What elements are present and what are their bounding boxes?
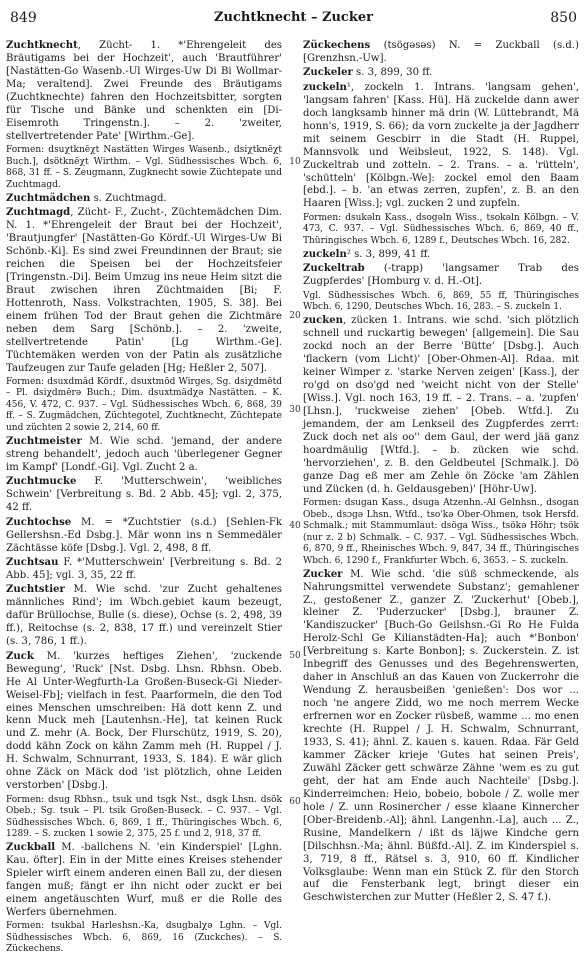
- dictionary-entry: [303, 569, 579, 906]
- entry-forms-note: Formen: dsukəln Kass., dsogəln Wiss., tsokəln Kölbgn. – V. 473, C. 937. – Vgl. Südhessisches Wbch. 6, 869, 40 ff., Thüringisches Wbch. 6, 1289 f., Deutsches Wbch. 16, 282.: [303, 212, 579, 246]
- line-number: 60: [289, 797, 301, 807]
- entry-body: M. Wie schd. 'jemand, der andere streng behandelt', jedoch auch 'überlegener Gegner im Kampf' [Londf.-Gi]. Vgl. Zucht 2 a.: [6, 435, 282, 473]
- entry-forms-note: Formen: dsugan Kass., dsuga Atzenhn.-Al Gelnhsn., dsogan Obeb., dsɔgə Lhsn. Wtfd., tso'kə Ober-Ohmen, tsok Hersfd. Schmalk.; mit Stammumlaut: dsöga Wiss., tsökə Höhr; tsök (nur z. 2 b) Schmalk. – C. 937. – Vgl. Südhessisches Wbch. 6, 870, 9 ff., Rheinisches Wbch. 9, 847, 34 ff., Thüringisches Wbch. 6, 1290 f., Frankfurter Wbch. 6, 3653. – S. zuckeln.: [303, 498, 579, 566]
- entry-body: s. 3, 899, 30 ff.: [352, 67, 433, 79]
- dictionary-entry: [303, 40, 579, 66]
- dictionary-entry: [6, 517, 282, 556]
- entry-body: ² s. 3, 899, 41 ff.: [346, 248, 431, 260]
- line-number: 50: [289, 651, 301, 661]
- right-column: [303, 40, 579, 907]
- page-number-left: 849: [10, 10, 37, 26]
- entry-headword: Zuchtmucke: [6, 476, 77, 488]
- entry-forms-note: Vgl. Südhessisches Wbch. 6, 869, 55 ff, Thüringisches Wbch. 6, 1290, Deutsches Wbch. 16, 283. – S. zuckeln 1.: [303, 290, 579, 313]
- entry-body: , zücken 1. Intrans. wie schd. 'sich plötzlich schnell und ruckartig bewegen' [allgemein]. Die Sau zockd noch an der Berre 'Bütte' [Dsbg.]. Auch 'flackern (vom Licht)' [Ober-Ohmen-Al]. Rdaa. mit keiner Wimper z. 'starke Nerven zeigen' [Kass.], der ro'gd on dso'gd ned 'weicht nicht von der Stelle' [Wiss.]. Vgl. noch 163, 19 ff. – 2. Trans. – a. 'zupfen' [Lhsn.], 'ruckweise ziehen' [Obeb. Wtfd.]. Zu jemandem, der am Lenkseil des Zugpferdes zerrt: Zuck doch net als oo'' dem Gaul, der werd jää ganz hoardmäulig [Wtfd.]. – b. zücken wie schd. 'hervorziehen', z. B. den Geldbeutel [Schmalk.]. Dö ganze Dag eß mer am Zehle ön Zöcke 'am Zählen und Zücken (d. h. Geldausgeben)' [Höhr-Uw].: [303, 315, 579, 495]
- entry-body: M. = *Zuchtstier (s.d.) [Sehlen-Fk Gellershsn.-Ed Dsbg.]. Mär wonn ins n Semmedäler Zächtässe köfe [Dsbg.]. Vgl. 2, 498, 8 ff.: [6, 516, 282, 554]
- entry-forms-note: Formen: tsukbal Harleshsn.-Ka, dsugbalχə Lghn. – Vgl. Südhessisches Wbch. 6, 869, 16 (Zuckches). – S. Zückechens.: [6, 921, 282, 955]
- entry-headword: Zuchtsau: [6, 557, 59, 569]
- entry-headword: Zuchtknecht: [6, 40, 78, 51]
- dictionary-entry: [303, 67, 579, 80]
- dictionary-entry: [6, 584, 282, 649]
- entry-body: M. -ballchens N. 'ein Kinderspiel' [Lghn. Kau. öfter]. Ein in der Mitte eines Kreises stehender Spieler wirft einem anderen einen Ball zu, der diesen fangen muß; fängt er ihn nicht oder zuckt er bei einem angetäuschten Wurf, muß er die Rolle des Werfers übernehmen.: [6, 842, 282, 918]
- entry-headword: Zuchtmädchen: [6, 192, 91, 204]
- dictionary-entry: [6, 842, 282, 920]
- left-column: [6, 40, 282, 957]
- page-number-right: 850: [550, 10, 577, 26]
- entry-body: M. Wie schd. 'die süß schmeckende, als Nahrungsmittel verwendete Substanz'; gemahlener Z., gestoßener Z., ganzer Z. 'Zuckerhut' [Obeb.], kleiner Z. 'Puderzucker' [Dsbg.], brauner Z. 'Kandiszucker' [Buch-Go Geilshsn.-Gi Ro He Fulda Herolz-Schl Ge Kilianstädten-Ha]; auch *'Bonbon' [Verbreitung s. Karte Bonbon]; s. Zuckerstein. Z. ist Inbegriff des Genusses und des Begehrenswerten, daher in Anschluß an das Kauen von Zuckerrohr die Wendung Z. herausbeißen 'genießen': Dos wor ... noch 'ne angere Zidd, wo me noch merrem Wecke erfrernen wor en Zocker rüsbeß, wamme ... mo enen krechte (H. Ruppel / J. H. Schwalm, Schnurrant, 1933, S. 41); ähnl. Z. kauen s. kauen. Rdaa. Fär Geld kammer Zäcker krieje 'Gutes hat seinen Preis', Zuwähl Zäcker gett schwärze Zähne 'wem es zu gut geht, der hat am Ende auch Nachteile' [Dsbg.]. Kinderreimchen: Heio, bobeio, bobole / Z. wolle mer hole / Z. unn Rosinercher / esse klaane Kinnercher [Ober-Breidenb.-Al]; ähnl. Langenhn.-La], auch ... Z., Rusine, Mandelkern / ißt ds läjwe Kindche gern [Dilschhsn.-Ma; ähnl. Büßfd.-Al]. Z. im Kinderspiel s. 3, 719, 8 ff., Rätsel s. 3, 910, 60 ff. Kindlicher Volksglaube: Wenn man ein Stück Z. für den Storch auf die Fensterbank legt, bringt dieser ein Geschwisterchen zur Mutter (Heßler 2, S. 47 f.).: [303, 568, 579, 904]
- line-number: 30: [289, 405, 301, 415]
- page-header: [0, 10, 587, 32]
- entry-body: M. Wie schd. 'zur Zucht gehaltenes männliches Rind'; im Wbch.gebiet kaum bezeugt, dafür Brüllochse, Bulle (s. diese), Ochse (s. 2, 498, 39 ff.), Reitochse (s. 2, 838, 17 ff.) und vereinzelt Stier (s. 3, 786, 1 ff.).: [6, 584, 282, 648]
- entry-headword: zucken: [303, 315, 343, 327]
- running-title: Zuchtknecht – Zucker: [214, 10, 373, 25]
- entry-headword: Zuchtochse: [6, 516, 72, 528]
- entry-body: ¹, zockeln 1. Intrans. 'langsam gehen', 'langsam fahren' [Kass. Hü]. Hä zuckelde dann awer doch langksamb hinner mä drin (W. Lüttebrandt, Mä honn's, 1919, S. 66); da vorn zuckelte ja der Jagdherr mit seinem Gescbirr in die Stadt (H. Ruppel, Mannsvolk und Weibsleut, 1922, S. 148). Vgl. Zuckeltrab und zotteln. – 2. Trans. – a. 'rütteln', 'schütteln' [Kölbgn.-We]: zockel emol den Baam [ebd.]. – b. 'an etwas zerren, zupfen', z. B. an den Haaren [Wiss.]; vgl. zucken 2 und zupfeln.: [303, 81, 579, 210]
- entry-body: s. Zuchtmagd.: [90, 192, 167, 204]
- entry-body: (-trapp) 'langsamer Trab des Zugpferdes' [Homburg v. d. H.-Ot].: [303, 263, 579, 288]
- entry-body: M. 'kurzes heftiges Ziehen', 'zuckende Bewegung', 'Ruck' [Nst. Dsbg. Lhsn. Rbhsn. Obeb. He Al Unter-Wegfurth-La Großen-Buseck-Gi Nieder-Weisel-Fb]; vielfach in fest. Paarformeln, die den Tod eines Menschen umschreiben: Hä dott kenn Z. und kenn Muck meh [Lautenhsn.-He], tat keinen Ruck und Z. mehr (A. Bock, Der Flurschütz, 1919, S. 20), dodd kähn Zock on kähn Zamm meh (H. Ruppel / J. H. Schwalm, Schnurrant, 1933, S. 184). E wär glich ohne Zäck on Mäck dod 'ist plötzlich, ohne Leiden verstorben' [Dsbg.].: [6, 650, 282, 792]
- entry-body: (tsögəsəs) N. = Zuckball (s.d.) [Grenzhsn.-Uw].: [303, 40, 579, 64]
- dictionary-entry: [303, 249, 579, 262]
- entry-headword: Zuchtstier: [6, 584, 65, 596]
- line-number: 40: [289, 521, 301, 531]
- dictionary-entry: [6, 557, 282, 583]
- dictionary-entry: [6, 207, 282, 375]
- dictionary-entry: [6, 476, 282, 515]
- dictionary-entry: [303, 315, 579, 496]
- line-number: 20: [289, 311, 301, 321]
- line-number: 10: [289, 157, 301, 167]
- entry-forms-note: Formen: dsuxdmād Kördf., dsuxtmōd Wirges, Sg. dsiχdmētd – Pl. dsiχdmērə Buch.; Dim. dsuxtmädχə Nastätten. – K. 456, V. 472, C. 937. – Vgl. Südhessisches Wbch. 6, 868, 39 ff. – S. Zugmädchen, Züchtegotel, Zuchtknecht, Züchtepate und züchten 2 sowie 2, 214, 60 ff.: [6, 376, 282, 433]
- dictionary-entry: [6, 651, 282, 793]
- entry-forms-note: Formen: dsug Rbhsn., tsuk und tsgk Nst., dsgk Lhsn. dsök Obeb.; Sg. tsuk – Pl. tsik Großen-Buseck. – C. 937. – Vgl. Südhessisches Wbch. 6, 869, 1 ff., Thüringisches Wbch. 6, 1289. – S. zucken 1 sowie 2, 375, 25 f. und 2, 918, 37 ff.: [6, 794, 282, 840]
- entry-forms-note: Formen: dsuχtknēχt Nastätten Wirges Wasenb., dsiχtknēχt Buch.], dsötknēχt Wirthm. – Vgl. Südhessisches Wbch. 6, 868, 31 ff. – S. Zeugmann, Zugknecht sowie Züchtepate und Zuchtmagd.: [6, 145, 282, 190]
- entry-body: F. 'Mutterschwein', 'weibliches Schwein' [Verbreitung s. Bd. 2 Abb. 45]; vgl. 2, 375, 42 ff.: [6, 476, 282, 514]
- entry-headword: Zucker: [303, 568, 343, 580]
- dictionary-entry: [6, 193, 282, 206]
- dictionary-entry: [6, 40, 282, 144]
- entry-headword: zuckeln: [303, 81, 347, 93]
- dictionary-entry: [6, 436, 282, 475]
- entry-headword: Zuchtmeister: [6, 435, 82, 447]
- dictionary-entry: [303, 263, 579, 289]
- entry-body: , Zücht- F., Zucht-, Züchtemädchen Dim. N. 1. *'Ehrengeleit der Braut bei der Hochzeit', 'Brautjungfer' [Nastätten-Go Kördf.-Ul Wirges-Uw Bi Schönb.-Ki]. Es sind zwei Freundinnen der Braut; sie reichen die Speisen bei der Hochzeitsfeier [Tringenstn.-Di]. Beim Umzug ins neue Heim sitzt die Braut zwischen ihren Züchtmaiden [Bi; F. Hottenroth, Nass. Volkstrachten, 1905, S. 38]. Bei einem frühen Tod der Braut gehen die Zichtmäre neben dem Sarg [Schönb.]. – 2. 'zweite, stellvertretende Patin' [Lg Wirthm.-Ge]. Tüchtemäken werden von der Patin als zusätzliche Taufzeugen zur Taufe geladen [Hg; Heßler 2, 507].: [6, 207, 282, 374]
- entry-headword: Zuckball: [6, 842, 56, 854]
- entry-headword: Zuckeler: [303, 67, 353, 79]
- entry-body: F. *'Mutterschwein' [Verbreitung s. Bd. 2 Abb. 45]; vgl. 3, 35, 22 ff.: [6, 557, 282, 581]
- entry-headword: Zuchtmagd: [6, 207, 71, 219]
- entry-headword: Zuck: [6, 650, 34, 662]
- entry-headword: Zuckeltrab: [303, 263, 365, 275]
- dictionary-entry: [303, 82, 579, 212]
- entry-headword: Zückechens: [303, 40, 371, 51]
- entry-headword: zuckeln: [303, 248, 347, 260]
- entry-body: , Zücht- 1. *'Ehrengeleit des Bräutigams bei der Hochzeit', auch 'Brautführer' [Nastätten-Go Wasenb.-Ul Wirges-Uw Di Bi Wollmar-Ma; veraltend]. Zwei Freunde des Bräutigams (Zuchtknechte) fahren den Hochzeitsbitter, sorgten für Tische und Bänke und schenkten ein [Di-Eisemroth Tringenstn.]. – 2. 'zweiter, stellvertretender Pate' [Wirthm.-Ge].: [6, 40, 282, 142]
